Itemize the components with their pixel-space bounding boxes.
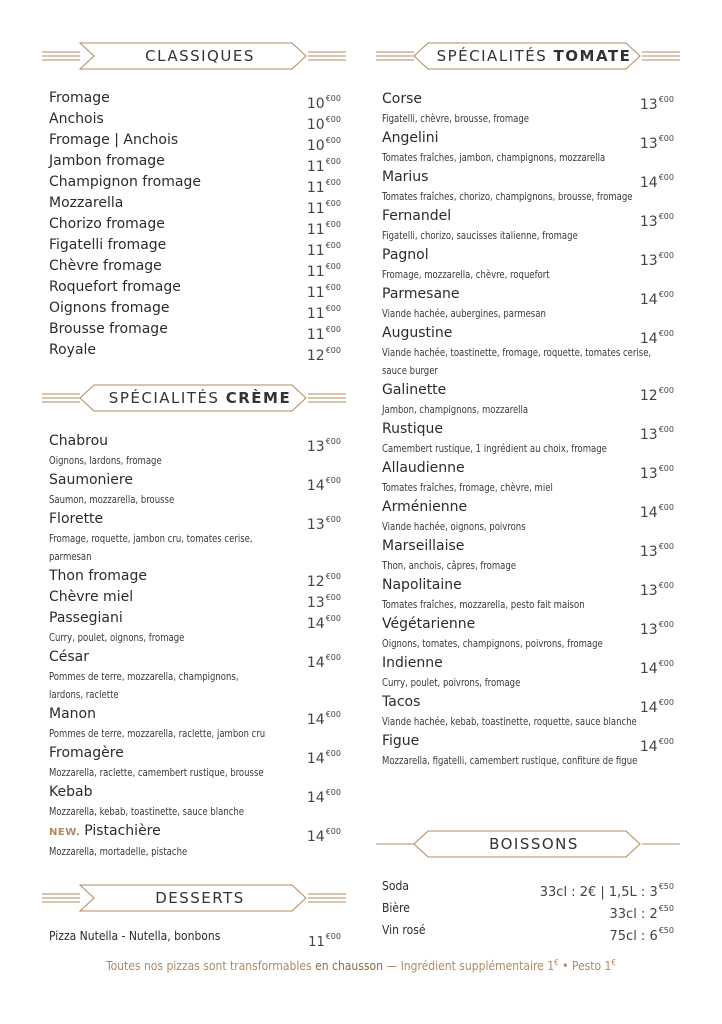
item-price-cents: €50 [658, 904, 674, 913]
item-name-text: Galinette [382, 382, 447, 398]
item-price-cents: €00 [658, 737, 674, 746]
item-name [382, 245, 674, 266]
item-price-value: 11 [306, 285, 325, 301]
item-description: Jambon, champignons, mozzarella [382, 403, 529, 416]
item-name-text: Soda [382, 879, 409, 893]
item-name-text: Kebab [49, 784, 93, 800]
item-price-cents: €00 [658, 251, 674, 260]
item-price-value: 11 [306, 264, 325, 280]
item-price [308, 926, 341, 953]
item-name-text: Thon fromage [49, 568, 147, 584]
item-price-cents: €00 [325, 157, 341, 166]
item-price-cents: €00 [325, 827, 341, 836]
item-price-value: 11 [306, 243, 325, 259]
item-price-cents: €00 [658, 581, 674, 590]
boissons-list [382, 876, 674, 942]
item-name-text: Pagnol [382, 247, 429, 263]
tomate-item [382, 89, 674, 128]
item-name [382, 614, 674, 635]
item-description: Pommes de terre, mozzarella, raclette, jambon cru [49, 727, 266, 740]
item-price-cents: €00 [325, 346, 341, 355]
tomate-item [382, 653, 674, 692]
item-price-value: 10 [306, 96, 325, 112]
tomate-title [428, 42, 640, 70]
item-price-cents: €00 [325, 94, 341, 103]
item-name [382, 206, 674, 227]
item-price-cents: €00 [325, 572, 341, 581]
item-price [307, 608, 341, 635]
item-price-cents: €00 [325, 614, 341, 623]
item-name [49, 704, 341, 725]
item-price-value: 11 [306, 222, 325, 238]
item-name [49, 566, 341, 587]
item-price [307, 821, 341, 848]
item-description: Viande hachée, toastinette, fromage, roquette, tomates cerise, sauce burger [382, 346, 652, 377]
item-name [382, 284, 674, 305]
footer-part1: Toutes nos pizzas sont transformables [106, 959, 316, 973]
creme-item [49, 431, 341, 470]
classiques-item [49, 88, 341, 112]
tomate-item [382, 284, 674, 323]
item-description: Curry, poulet, poivrons, fromage [382, 676, 521, 689]
tomate-item [382, 245, 674, 284]
creme-item [49, 587, 341, 611]
banner-classiques [42, 42, 346, 70]
item-price-value: 14 [639, 175, 658, 191]
banner-tomate [376, 42, 680, 70]
item-name-text: Végétarienne [382, 616, 476, 632]
item-name [382, 536, 674, 557]
footer-chausson: en chausson [315, 959, 383, 973]
item-price-cents: €00 [325, 515, 341, 524]
item-name-text: Royale [49, 342, 97, 358]
item-description: Pommes de terre, mozzarella, champignons, lardons, raclette [49, 670, 239, 701]
boissons-title: BOISSONS [489, 835, 579, 853]
tomate-item [382, 536, 674, 575]
item-name [49, 235, 341, 256]
item-price-value: 33cl : 2€ | 1,5L : 3 [539, 885, 658, 900]
item-description: Saumon, mozzarella, brousse [49, 493, 175, 506]
item-name [382, 920, 645, 941]
item-price-cents: €00 [658, 386, 674, 395]
item-price-value: 11 [308, 935, 325, 950]
item-name [382, 167, 674, 188]
tomate-item [382, 380, 674, 419]
item-name [382, 653, 674, 674]
item-price-value: 14 [306, 478, 325, 494]
item-price-cents: €00 [325, 593, 341, 602]
item-name [49, 431, 341, 452]
tomate-item [382, 614, 674, 653]
item-price-value: 13 [306, 595, 325, 611]
item-price-cents: €50 [658, 882, 674, 891]
item-name-text: Marseillaise [382, 538, 465, 554]
item-name [49, 340, 341, 361]
item-name [49, 151, 341, 172]
item-name-text: Arménienne [382, 499, 468, 515]
creme-item [49, 704, 341, 743]
item-price [307, 743, 341, 770]
item-name-text: Jambon fromage [49, 153, 165, 169]
item-name-text: Pistachière [84, 823, 161, 839]
item-description: Curry, poulet, oignons, fromage [49, 631, 185, 644]
creme-item [49, 647, 341, 704]
item-price-cents: €00 [658, 134, 674, 143]
item-name-text: Manon [49, 706, 96, 722]
item-name-text: Vin rosé [382, 923, 426, 937]
boissons-item [382, 898, 674, 922]
classiques-item [49, 109, 341, 133]
banner-desserts [42, 884, 346, 912]
item-price [307, 704, 341, 731]
classiques-item [49, 319, 341, 343]
desserts-title: DESSERTS [155, 889, 245, 907]
classiques-item [49, 256, 341, 280]
creme-item [49, 782, 341, 821]
item-price-cents: €50 [658, 926, 674, 935]
item-price-value: 14 [639, 505, 658, 521]
item-name [382, 898, 645, 919]
item-description: Tomates fraîches, mozzarella, pesto fait maison [382, 598, 585, 611]
item-name-text: Rustique [382, 421, 444, 437]
item-price-cents: €00 [325, 653, 341, 662]
item-price-value: 75cl : 6 [609, 929, 658, 944]
item-name [382, 458, 674, 479]
item-description: Fromage, roquette, jambon cru, tomates cerise, parmesan [49, 532, 253, 563]
item-name [382, 692, 674, 713]
footer-sup2: € [611, 958, 616, 967]
item-price-cents: €00 [325, 476, 341, 485]
item-price-value: 14 [306, 751, 325, 767]
item-price-cents: €00 [658, 329, 674, 338]
item-price-value: 14 [306, 829, 325, 845]
footer-part4: • Pesto 1 [558, 959, 612, 973]
item-name [49, 172, 341, 193]
item-name [49, 130, 341, 151]
creme-title-light: SPÉCIALITÉS [108, 389, 226, 407]
item-name-text: Roquefort fromage [49, 279, 181, 295]
item-name-text: Marius [382, 169, 429, 185]
item-name-text: Brousse fromage [49, 321, 168, 337]
tomate-item [382, 731, 674, 770]
item-price-value: 14 [306, 790, 325, 806]
item-price [307, 431, 341, 458]
item-description: Tomates fraîches, chorizo, champignons, brousse, fromage [382, 190, 633, 203]
item-price-value: 10 [306, 138, 325, 154]
item-name [382, 323, 674, 344]
item-price-value: 14 [306, 616, 325, 632]
classiques-list [49, 88, 341, 364]
item-name-text: Figue [382, 733, 420, 749]
item-name-text: Napolitaine [382, 577, 462, 593]
footer-part3: — Ingrédient supplémentaire 1 [382, 959, 555, 973]
item-price-cents: €00 [658, 290, 674, 299]
item-price-cents: €00 [658, 620, 674, 629]
item-description: Mozzarella, mortadelle, pistache [49, 845, 188, 858]
tomate-title-bold: TOMATE [553, 47, 632, 65]
item-description: Viande hachée, aubergines, parmesan [382, 307, 546, 320]
tomate-item [382, 458, 674, 497]
item-price-value: 14 [306, 712, 325, 728]
item-name [49, 109, 341, 130]
item-description: Fromage, mozzarella, chèvre, roquefort [382, 268, 550, 281]
item-price-cents: €00 [658, 542, 674, 551]
tomate-item [382, 206, 674, 245]
item-name-text: Fromagère [49, 745, 124, 761]
item-price [307, 340, 341, 367]
item-price [307, 470, 341, 497]
item-description: Tomates fraîches, fromage, chèvre, miel [382, 481, 553, 494]
item-price-value: 13 [306, 439, 325, 455]
item-price-cents: €00 [325, 115, 341, 124]
item-price-value: 13 [639, 427, 658, 443]
item-name-text: Chorizo fromage [49, 216, 165, 232]
item-price-cents: €00 [325, 262, 341, 271]
item-price-cents: €00 [325, 325, 341, 334]
item-price-cents: €00 [658, 425, 674, 434]
item-price-value: 13 [639, 544, 658, 560]
classiques-title: CLASSIQUES [145, 47, 255, 65]
item-price-value: 13 [639, 583, 658, 599]
item-price-value: 14 [639, 292, 658, 308]
item-price-cents: €00 [325, 241, 341, 250]
item-name [382, 89, 674, 110]
item-description: Viande hachée, oignons, poivrons [382, 520, 526, 533]
item-price-value: 10 [306, 117, 325, 133]
item-price-cents: €00 [658, 464, 674, 473]
item-name-text: Tacos [382, 694, 421, 710]
item-price-cents: €00 [325, 788, 341, 797]
item-description: Viande hachée, kebab, toastinette, roquette, sauce blanche [382, 715, 637, 728]
item-name-text: Bière [382, 901, 410, 915]
item-name [49, 743, 341, 764]
item-price-value: 14 [306, 655, 325, 671]
item-name-text: Corse [382, 91, 423, 107]
item-description: Tomates fraîches, jambon, champignons, mozzarella [382, 151, 606, 164]
item-price [307, 509, 341, 536]
item-price-value: 14 [639, 661, 658, 677]
item-description: Thon, anchois, câpres, fromage [382, 559, 516, 572]
item-name [382, 731, 674, 752]
item-description: Oignons, lardons, fromage [49, 454, 162, 467]
item-price-cents: €00 [658, 173, 674, 182]
footer-note [0, 958, 722, 973]
boissons-item [382, 920, 674, 944]
item-price-value: 13 [639, 253, 658, 269]
item-price-cents: €00 [658, 659, 674, 668]
item-name [382, 380, 674, 401]
item-name-text: Augustine [382, 325, 453, 341]
item-price-value: 12 [306, 574, 325, 590]
item-price-cents: €00 [658, 503, 674, 512]
classiques-item [49, 130, 341, 154]
tomate-title-light: SPÉCIALITÉS [436, 47, 554, 65]
item-price-value: 13 [639, 136, 658, 152]
classiques-item [49, 298, 341, 322]
item-price-cents: €00 [325, 220, 341, 229]
item-price-value: 11 [306, 180, 325, 196]
item-price [307, 782, 341, 809]
item-price-cents: €00 [325, 932, 341, 941]
item-price-cents: €00 [658, 95, 674, 104]
boissons-item [382, 876, 674, 900]
item-price [307, 647, 341, 674]
tomate-item [382, 128, 674, 167]
item-price-cents: €00 [325, 199, 341, 208]
item-price-value: 11 [306, 306, 325, 322]
tomate-item [382, 497, 674, 536]
tomate-item [382, 167, 674, 206]
item-price-value: 33cl : 2 [609, 907, 658, 922]
item-name-text: Parmesane [382, 286, 460, 302]
item-name [382, 575, 674, 596]
desserts-item [49, 926, 341, 950]
classiques-item [49, 214, 341, 238]
item-name-text: Anchois [49, 111, 104, 127]
item-price-cents: €00 [325, 437, 341, 446]
item-price-value: 13 [639, 622, 658, 638]
item-name-text: Champignon fromage [49, 174, 201, 190]
item-name [49, 821, 341, 843]
item-name [382, 497, 674, 518]
item-name [49, 319, 341, 340]
footer-sup1: € [554, 958, 559, 967]
item-name [49, 298, 341, 319]
item-price-cents: €00 [325, 304, 341, 313]
creme-list [49, 431, 341, 861]
item-price-cents: €00 [325, 178, 341, 187]
item-description: Mozzarella, raclette, camembert rustique, brousse [49, 766, 264, 779]
item-price-cents: €00 [658, 212, 674, 221]
item-name-text: Saumoniere [49, 472, 133, 488]
item-name-text: Fernandel [382, 208, 452, 224]
item-name [49, 587, 341, 608]
item-name [49, 256, 341, 277]
classiques-item [49, 193, 341, 217]
item-description: Mozzarella, kebab, toastinette, sauce blanche [49, 805, 245, 818]
item-price-value: 11 [306, 159, 325, 175]
item-price-value: 13 [639, 214, 658, 230]
item-price-value: 12 [306, 348, 325, 364]
item-price-value: 12 [639, 388, 658, 404]
item-name-text: Allaudienne [382, 460, 465, 476]
item-name-text: Florette [49, 511, 104, 527]
item-price-cents: €00 [325, 136, 341, 145]
item-name [49, 608, 341, 629]
item-price-cents: €00 [325, 283, 341, 292]
item-description: Figatelli, chorizo, saucisses italienne, fromage [382, 229, 578, 242]
item-price-value: 14 [639, 331, 658, 347]
creme-title [94, 384, 306, 412]
item-price-value: 13 [306, 517, 325, 533]
item-description: Mozzarella, figatelli, camembert rustique, confiture de figue [382, 754, 638, 767]
creme-item [49, 470, 341, 509]
item-name [49, 277, 341, 298]
classiques-item [49, 172, 341, 196]
item-price-value: 11 [306, 201, 325, 217]
tomate-item [382, 419, 674, 458]
classiques-item [49, 340, 341, 364]
item-name-text: Fromage [49, 90, 110, 106]
item-description: Oignons, tomates, champignons, poivrons, fromage [382, 637, 603, 650]
classiques-item [49, 277, 341, 301]
item-name-text: Figatelli fromage [49, 237, 167, 253]
item-name-text: César [49, 649, 90, 665]
item-name-text: Chèvre miel [49, 589, 134, 605]
item-name [49, 782, 341, 803]
item-name [49, 193, 341, 214]
banner-boissons [376, 830, 680, 858]
creme-title-bold: CRÈME [225, 389, 292, 407]
item-name-text: Fromage | Anchois [49, 132, 179, 148]
item-name [49, 509, 341, 530]
item-name [49, 470, 341, 491]
item-name [382, 419, 674, 440]
item-name-text: Angelini [382, 130, 439, 146]
tomate-list [382, 89, 674, 770]
item-price-cents: €00 [325, 749, 341, 758]
classiques-item [49, 235, 341, 259]
creme-item [49, 566, 341, 590]
classiques-item [49, 151, 341, 175]
tomate-item [382, 692, 674, 731]
creme-item [49, 743, 341, 782]
item-price-value: 11 [306, 327, 325, 343]
item-description: Camembert rustique, 1 ingrédient au choix, fromage [382, 442, 607, 455]
item-name [49, 647, 341, 668]
desserts-list [49, 926, 341, 950]
item-name-text: Passegiani [49, 610, 123, 626]
item-name-text: Chabrou [49, 433, 109, 449]
tomate-item [382, 323, 674, 380]
item-name [49, 88, 341, 109]
item-price-cents: €00 [325, 710, 341, 719]
item-description: Figatelli, chèvre, brousse, fromage [382, 112, 529, 125]
item-name [382, 128, 674, 149]
item-price-value: 14 [639, 739, 658, 755]
item-name-text: Chèvre fromage [49, 258, 162, 274]
item-price [610, 920, 675, 947]
item-name-text: Pizza Nutella - Nutella, bonbons [49, 929, 221, 943]
item-name-text: Indienne [382, 655, 443, 671]
new-badge: NEW. [49, 827, 81, 838]
item-price-value: 13 [639, 466, 658, 482]
item-name-text: Oignons fromage [49, 300, 170, 316]
creme-item [49, 821, 341, 861]
item-price-cents: €00 [658, 698, 674, 707]
item-price-value: 13 [639, 97, 658, 113]
creme-item [49, 608, 341, 647]
item-name [49, 214, 341, 235]
item-name [49, 926, 312, 947]
item-name-text: Mozzarella [49, 195, 124, 211]
creme-item [49, 509, 341, 566]
banner-creme [42, 384, 346, 412]
tomate-item [382, 575, 674, 614]
item-price-value: 14 [639, 700, 658, 716]
